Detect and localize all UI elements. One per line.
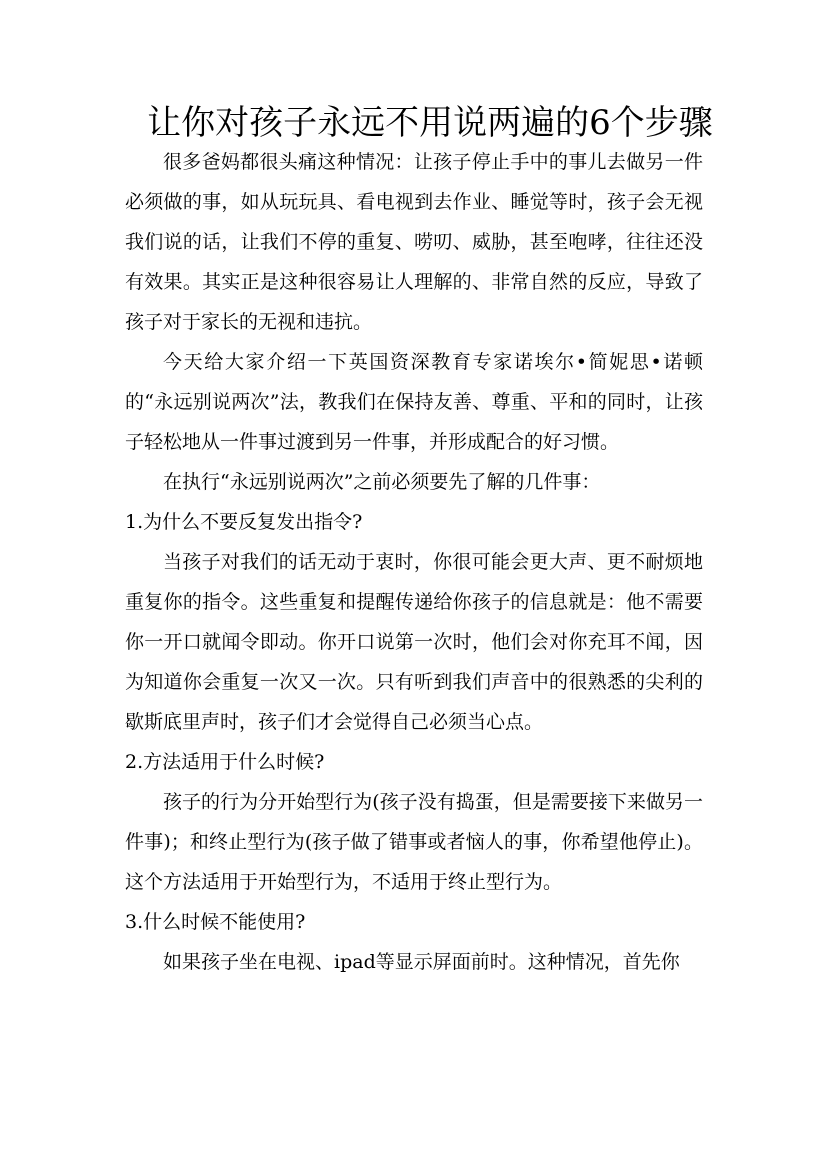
section-text: 孩子的行为分开始型行为(孩子没有捣蛋，但是需要接下来做另一件事)；和终止型行为(孩子做了错事或者恼人的事，你希望他停止)。这个方法适用于开始型行为，不适用于终止型行为。 — [125, 791, 703, 893]
section-text: 如果孩子坐在电视、ipad等显示屏面前时。这种情况，首先你 — [163, 951, 680, 973]
document-title: 让你对孩子永远不用说两遍的6个步骤 — [147, 103, 713, 143]
section-text: 当孩子对我们的话无动于衷时，你很可能会更大声、更不耐烦地重复你的指令。这些重复和提醒传递给你孩子的信息就是：他不需要你一开口就闻令即动。你开口说第一次时，他们会对你充耳不闻，因为知道你会重复一次又一次。只有听到我们声音中的很熟悉的尖利的歇斯底里声时，孩子们才会觉得自己必须当心点。 — [125, 551, 703, 733]
section-heading: 2.方法适用于什么时候? — [125, 751, 325, 773]
intro-paragraph: 很多爸妈都很头痛这种情况：让孩子停止手中的事儿去做另一件必须做的事，如从玩玩具、看电视到去作业、睡觉等时，孩子会无视我们说的话，让我们不停的重复、唠叨、威胁，甚至咆哮，往往还没有效果。其实正是这种很容易让人理解的、非常自然的反应，导致了孩子对于家长的无视和违抗。 — [125, 151, 703, 333]
method-intro-paragraph: 今天给大家介绍一下英国资深教育专家诺埃尔•简妮思•诺顿的“永远别说两次”法，教我们在保持友善、尊重、平和的同时，让孩子轻松地从一件事过渡到另一件事，并形成配合的好习惯。 — [125, 351, 703, 453]
document-body — [125, 142, 703, 982]
prerequisites-paragraph: 在执行“永远别说两次”之前必须要先了解的几件事： — [163, 471, 601, 493]
section-heading: 1.为什么不要反复发出指令? — [125, 511, 363, 533]
section-heading: 3.什么时候不能使用? — [125, 911, 306, 933]
